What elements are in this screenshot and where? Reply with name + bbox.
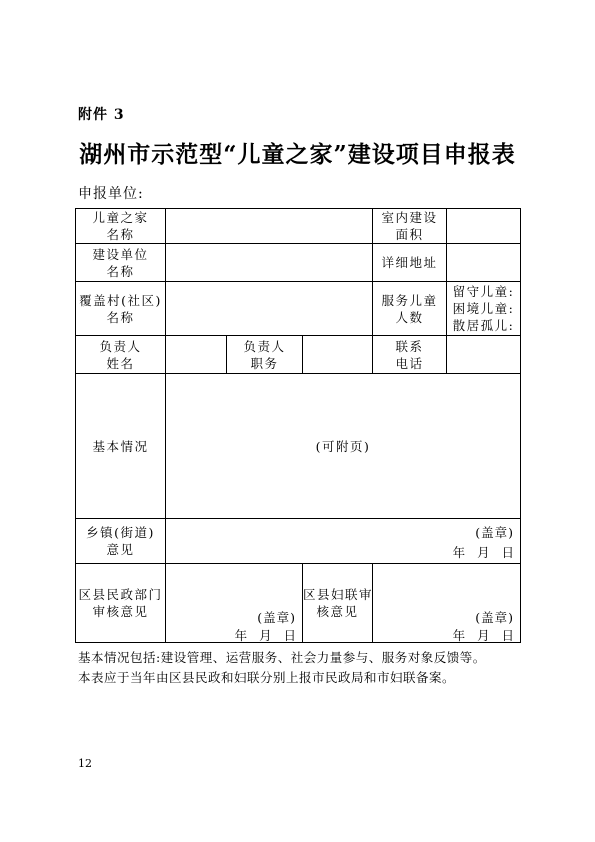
address-label: 详细地址 [373, 244, 447, 282]
phone-label: 联系 电话 [373, 336, 447, 374]
phone-field[interactable] [447, 336, 521, 374]
builder-name-field[interactable] [166, 244, 373, 282]
children-count-field[interactable] [447, 282, 521, 336]
date-label: 年 月 日 [452, 628, 515, 643]
seal-label: (盖章) [475, 610, 515, 625]
leader-name-label: 负责人 姓名 [76, 336, 166, 374]
note-line-2: 本表应于当年由区县民政和妇联分别上报市民政局和市妇联备案。 [78, 670, 456, 685]
address-field[interactable] [447, 244, 521, 282]
date-label: 年 月 日 [452, 545, 515, 560]
table-row [76, 519, 521, 564]
children-count-label: 服务儿童 人数 [373, 282, 447, 336]
date-label: 年 月 日 [234, 628, 296, 643]
town-opinion-field[interactable] [166, 519, 521, 564]
village-name-label: 覆盖村(社区) 名称 [76, 282, 166, 336]
indoor-area-label: 室内建设 面积 [373, 209, 447, 244]
children-home-name-label: 儿童之家 名称 [76, 209, 166, 244]
table-row [76, 209, 521, 244]
seal-label: (盖章) [257, 610, 296, 625]
table-row [76, 282, 521, 336]
applicant-unit-label: 申报单位: [78, 186, 144, 202]
page-title: 湖州市示范型“儿童之家”建设项目申报表 [79, 141, 516, 168]
women-federation-opinion-label: 区县妇联审 核意见 [303, 564, 373, 643]
attachment-label: 附件 3 [78, 107, 125, 123]
builder-name-label: 建设单位 名称 [76, 244, 166, 282]
scattered-orphans: 散居孤儿: [452, 318, 515, 333]
table-row [76, 336, 521, 374]
note-line-1: 基本情况包括:建设管理、运营服务、社会力量参与、服务对象反馈等。 [78, 650, 486, 665]
basic-situation-label: 基本情况 [76, 374, 166, 519]
table-row [76, 564, 521, 643]
table-row [76, 244, 521, 282]
basic-situation-field[interactable] [166, 374, 521, 519]
leader-position-field[interactable] [303, 336, 373, 374]
children-home-name-field[interactable] [166, 209, 373, 244]
application-form-table [75, 208, 521, 643]
indoor-area-field[interactable] [447, 209, 521, 244]
women-federation-opinion-field[interactable] [373, 564, 521, 643]
seal-label: (盖章) [475, 525, 515, 540]
town-opinion-label: 乡镇(街道) 意见 [76, 519, 166, 564]
leader-name-field[interactable] [166, 336, 227, 374]
leader-position-label: 负责人 职务 [227, 336, 303, 374]
civil-affairs-opinion-label: 区县民政部门 审核意见 [76, 564, 166, 643]
page-number: 12 [78, 757, 92, 770]
attach-page-hint: (可附页) [315, 438, 371, 454]
difficult-children: 困境儿童: [452, 301, 515, 316]
village-name-field[interactable] [166, 282, 373, 336]
table-row [76, 374, 521, 519]
left-behind-children: 留守儿童: [452, 284, 515, 299]
civil-affairs-opinion-field[interactable] [166, 564, 303, 643]
